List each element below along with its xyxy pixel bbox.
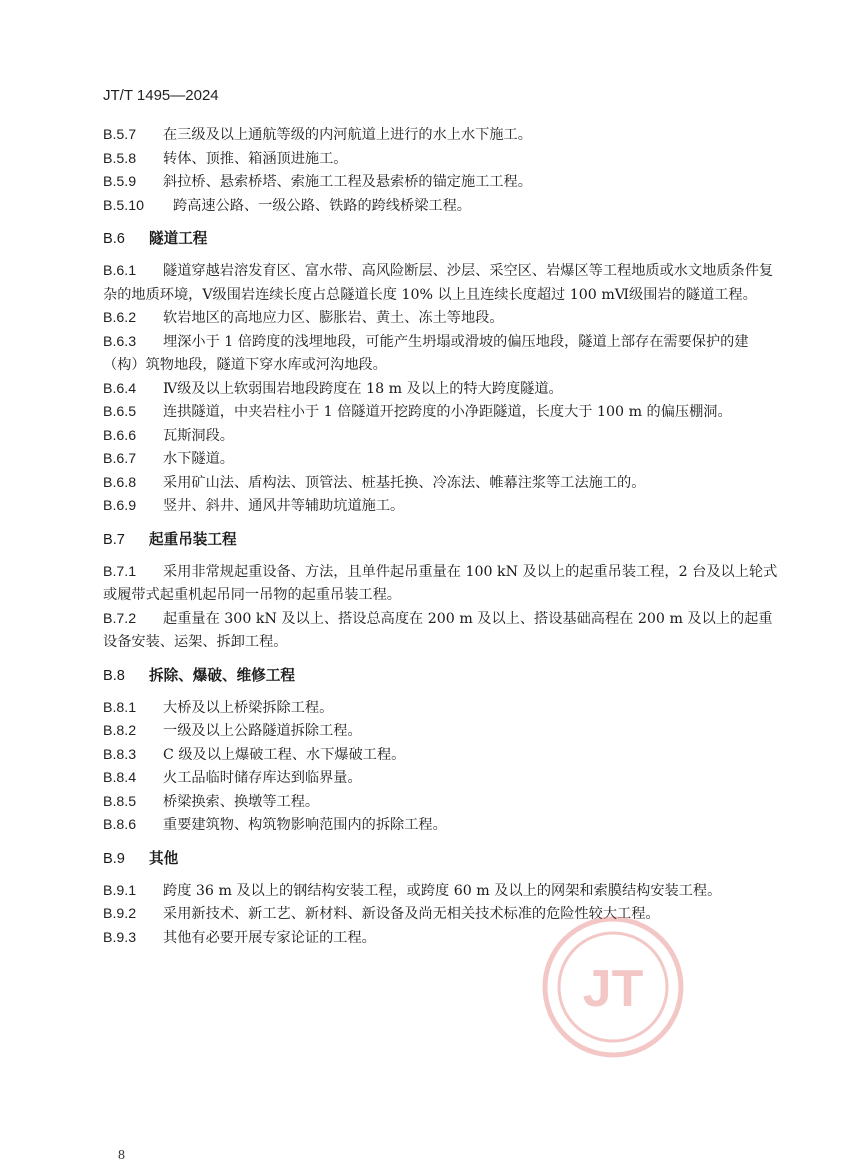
clause-text: 在三级及以上通航等级的内河航道上进行的水上水下施工。: [163, 127, 532, 143]
clause-number: B.8.1: [103, 699, 137, 716]
clause-item: [103, 307, 783, 331]
section-number: B.6: [103, 231, 125, 247]
page-number: 8: [118, 1148, 125, 1163]
clause-item: [103, 697, 783, 721]
clause-text: 隧道穿越岩溶发育区、富水带、高风险断层、沙层、采空区、岩爆区等工程地质或水文地质条件复杂的地质环境，Ⅴ级围岩连续长度占总隧道长度 10% 以上且连续长度超过 100 mⅥ级围岩的隧道工程。: [103, 263, 774, 303]
clause-text: 跨度 36 m 及以上的钢结构安装工程，或跨度 60 m 及以上的网架和索膜结构安装工程。: [163, 882, 722, 899]
clause-item: [103, 331, 783, 378]
section-title: 起重吊装工程: [149, 530, 237, 548]
clause-number: B.7.1: [103, 563, 137, 580]
clause-number: B.9.3: [103, 929, 137, 946]
clause-text: 采用非常规起重设备、方法，且单件起吊重量在 100 kN 及以上的起重吊装工程，2 台及以上轮式或履带式起重机起吊同一吊物的起重吊装工程。: [103, 563, 778, 603]
clause-item: [103, 767, 783, 791]
clause-text: C 级及以上爆破工程、水下爆破工程。: [163, 746, 406, 763]
clause-number: B.6.4: [103, 380, 137, 397]
clause-text: 重要建筑物、构筑物影响范围内的拆除工程。: [163, 817, 447, 833]
clause-number: B.6.3: [103, 333, 137, 350]
clause-text: 埋深小于 1 倍跨度的浅埋地段，可能产生坍塌或滑坡的偏压地段，隧道上部存在需要保护的建（构）筑物地段，隧道下穿水库或河沟地段。: [103, 333, 749, 373]
clause-item: [103, 880, 783, 904]
clause-text: 其他有必要开展专家论证的工程。: [163, 929, 376, 946]
clause-number: B.8.4: [103, 770, 137, 786]
section-title: 其他: [149, 849, 179, 867]
clause-item: [103, 903, 783, 927]
stamp-logo-text: JT: [582, 960, 644, 1018]
clause-number: B.5.9: [103, 174, 137, 190]
clause-number: B.6.1: [103, 263, 137, 279]
section-heading: [103, 528, 783, 552]
clause-number: B.6.9: [103, 498, 137, 514]
clause-text: 采用矿山法、盾构法、顶管法、桩基托换、冷冻法、帷幕注浆等工法施工的。: [163, 474, 646, 491]
clause-text: 起重量在 300 kN 及以上、搭设总高度在 200 m 及以上、搭设基础高程在 200 m 及以上的起重设备安装、运架、拆卸工程。: [103, 610, 773, 650]
clause-text: 采用新技术、新工艺、新材料、新设备及尚无相关技术标准的危险性较大工程。: [163, 906, 660, 922]
section-number: B.9: [103, 850, 125, 867]
clause-item: [103, 148, 783, 172]
clause-item: [103, 124, 783, 148]
document-code-header: JT/T 1495—2024: [103, 87, 219, 104]
clause-number: B.5.7: [103, 127, 137, 143]
section-number: B.8: [103, 667, 125, 684]
clause-item: [103, 791, 783, 815]
clause-item: [103, 720, 783, 744]
clause-text: Ⅳ级及以上软弱围岩地段跨度在 18 m 及以上的特大跨度隧道。: [163, 380, 563, 397]
clause-text: 跨高速公路、一级公路、铁路的跨线桥梁工程。: [173, 197, 471, 214]
clause-item: [103, 608, 783, 655]
clause-text: 连拱隧道，中夹岩柱小于 1 倍隧道开挖跨度的小净距隧道，长度大于 100 m 的偏压棚洞。: [163, 404, 732, 420]
clause-number: B.9.2: [103, 906, 137, 922]
clause-item: [103, 171, 783, 195]
clause-number: B.5.10: [103, 197, 145, 214]
clause-item: [103, 378, 783, 402]
clause-number: B.6.5: [103, 404, 137, 420]
section-number: B.7: [103, 531, 125, 548]
clause-text: 一级及以上公路隧道拆除工程。: [163, 723, 362, 739]
clause-number: B.6.2: [103, 310, 137, 326]
clause-text: 斜拉桥、悬索桥塔、索施工工程及悬索桥的锚定施工工程。: [163, 174, 532, 190]
document-body: [103, 124, 783, 950]
clause-item: [103, 425, 783, 449]
section-title: 隧道工程: [149, 230, 208, 247]
clause-number: B.8.6: [103, 817, 137, 833]
clause-number: B.6.7: [103, 451, 137, 467]
clause-number: B.6.8: [103, 474, 137, 491]
clause-number: B.7.2: [103, 610, 137, 627]
clause-item: [103, 401, 783, 425]
clause-number: B.6.6: [103, 427, 137, 444]
clause-number: B.8.3: [103, 746, 137, 763]
section-heading: [103, 847, 783, 871]
clause-item: [103, 472, 783, 496]
clause-text: 竖井、斜井、通风井等辅助坑道施工。: [163, 498, 405, 514]
clause-text: 火工品临时储存库达到临界量。: [163, 770, 362, 786]
clause-item: [103, 195, 783, 219]
clause-text: 水下隧道。: [163, 451, 234, 467]
clause-item: [103, 744, 783, 768]
clause-text: 软岩地区的高地应力区、膨胀岩、黄土、冻土等地段。: [163, 310, 504, 326]
clause-text: 转体、顶推、箱涵顶进施工。: [163, 150, 348, 167]
clause-item: [103, 260, 783, 307]
section-title: 拆除、爆破、维修工程: [149, 666, 295, 684]
clause-number: B.9.1: [103, 882, 137, 899]
clause-item: [103, 814, 783, 838]
section-heading: [103, 227, 783, 251]
clause-item: [103, 495, 783, 519]
clause-item: [103, 927, 783, 951]
clause-text: 桥梁换索、换墩等工程。: [163, 793, 320, 810]
clause-text: 瓦斯洞段。: [163, 427, 234, 444]
clause-number: B.8.2: [103, 723, 137, 739]
clause-number: B.5.8: [103, 150, 137, 167]
clause-number: B.8.5: [103, 793, 137, 810]
section-heading: [103, 664, 783, 688]
clause-item: [103, 561, 783, 608]
clause-item: [103, 448, 783, 472]
clause-text: 大桥及以上桥梁拆除工程。: [163, 699, 334, 716]
